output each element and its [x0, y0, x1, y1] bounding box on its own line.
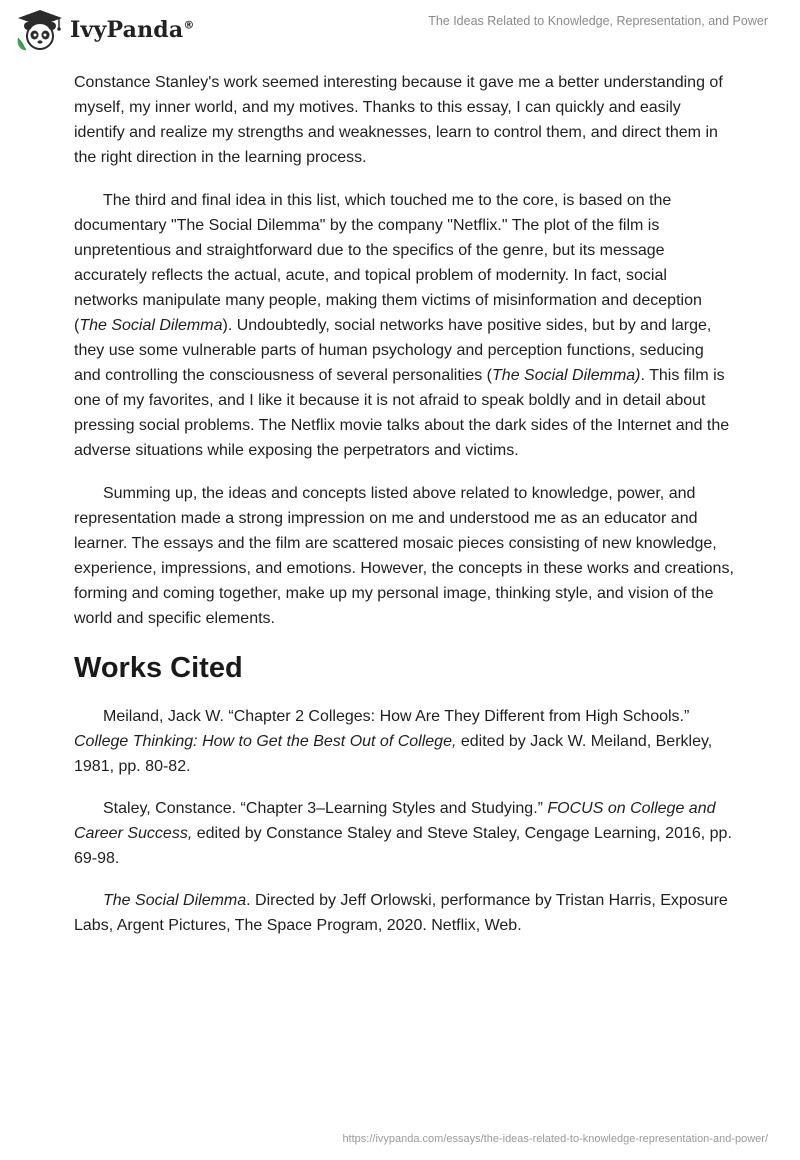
- paragraph-3: Summing up, the ideas and concepts listed above related to knowledge, power, and representation made a strong impression on me and understood me as an educator and learner. The essays and the film are scattered mosaic pieces consisting of new knowledge, experience, impressions, and emotions. However, the concepts in these works and creations, forming and coming together, make up my personal image, thinking style, and vision of the world and specific elements.: [74, 485, 734, 627]
- brand-name: IvyPanda®: [70, 17, 195, 43]
- citation-entry: Meiland, Jack W. “Chapter 2 Colleges: How Are They Different from High Schools.” College Thinking: How to Get the Best Out of College, edited by Jack W. Meiland, Berkley, 1981, pp. 80-82.: [74, 708, 713, 775]
- document-title: The Ideas Related to Knowledge, Representation, and Power: [428, 14, 768, 28]
- citation-entry: Staley, Constance. “Chapter 3–Learning Styles and Studying.” FOCUS on College and Career Success, edited by Constance Staley and Steve Staley, Cengage Learning, 2016, pp. 69-98.: [74, 800, 732, 867]
- citation-entry: The Social Dilemma. Directed by Jeff Orlowski, performance by Tristan Harris, Exposure Labs, Argent Pictures, The Space Program, 2020. Netflix, Web.: [74, 892, 728, 934]
- source-url-link[interactable]: https://ivypanda.com/essays/the-ideas-related-to-knowledge-representation-and-power/: [342, 1133, 768, 1145]
- panda-graduate-icon: [14, 8, 66, 52]
- page-header: [0, 0, 800, 60]
- essay-content: [74, 70, 734, 955]
- paragraph-1: Constance Stanley's work seemed interesting because it gave me a better understanding of myself, my inner world, and my motives. Thanks to this essay, I can quickly and easily identify and realize my strengths and weaknesses, learn to control them, and direct them in the right direction in the learning process.: [74, 74, 723, 166]
- paragraph-2: The third and final idea in this list, which touched me to the core, is based on the documentary "The Social Dilemma" by the company "Netflix." The plot of the film is unpretentious and straightforward due to the specifics of the genre, but its message accurately reflects the actual, acute, and topical problem of modernity. In fact, social networks manipulate many people, making them victims of misinformation and deception (The Social Dilemma). Undoubtedly, social networks have positive sides, but by and large, they use some vulnerable parts of human psychology and perception functions, seducing and controlling the consciousness of several personalities (The Social Dilemma). This film is one of my favorites, and I like it because it is not afraid to speak boldly and in detail about pressing social problems. The Netflix movie talks about the dark sides of the Internet and the adverse situations while exposing the perpetrators and victims.: [74, 192, 730, 459]
- ivypanda-logo[interactable]: [14, 8, 195, 52]
- works-cited-heading: Works Cited: [74, 652, 243, 684]
